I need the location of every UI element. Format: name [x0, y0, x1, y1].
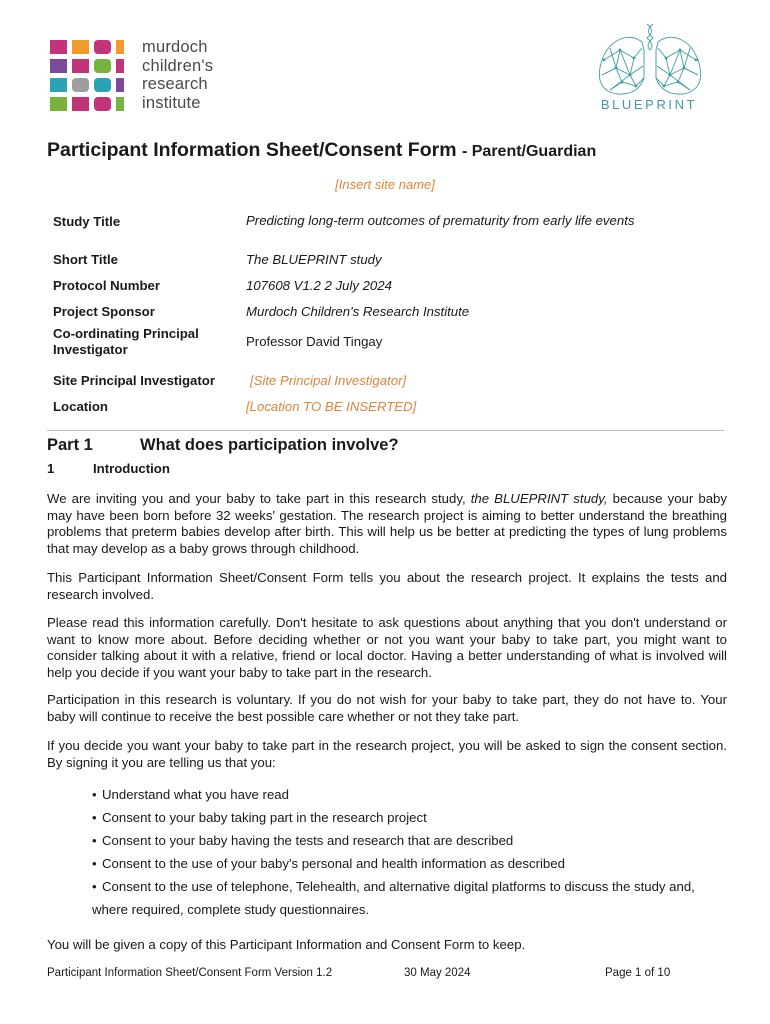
project-sponsor-label: Project Sponsor: [53, 304, 155, 319]
footer-form-version: Participant Information Sheet/Consent Form Version 1.2: [47, 967, 333, 979]
protocol-number-value: 107608 V1.2 2 July 2024: [246, 278, 392, 293]
paragraph-invitation: We are inviting you and your baby to take part in this research study, the BLUEPRINT study, because your baby may have been born before 32 weeks' gestation. The research project is aiming to better understand the breathing problems that preterm babies develop after birth. This will help us be better at predicting the types of lung problems that may develop as a baby grows through childhood.: [47, 491, 727, 556]
list-item: • Consent to your baby taking part in the research project: [92, 810, 427, 825]
mcri-logo-mark: [50, 40, 130, 112]
list-item: • Consent to the use of your baby's personal and health information as described: [92, 856, 565, 871]
study-name-italic: the BLUEPRINT study,: [470, 491, 608, 506]
section-number: 1: [47, 461, 55, 476]
section-heading: [47, 461, 170, 476]
consent-bullet-list: [92, 783, 732, 921]
paragraph-read-carefully: Please read this information carefully. Don't hesitate to ask questions about anything that you don't understand or want to know more about. Before deciding whether or not you want your baby to take part, you might want to consider talking about it with a relative, friend or local doctor. Having a better understanding of what is involved will help you decide if you want your baby to take part in the research.: [47, 615, 727, 680]
paragraph-copy-to-keep: You will be given a copy of this Participant Information and Consent Form to keep.: [47, 937, 526, 952]
study-title-value: Predicting long-term outcomes of prematurity from early life events: [246, 213, 635, 228]
list-item: • Understand what you have read: [92, 787, 289, 802]
list-item: • Consent to the use of telephone, Telehealth, and alternative digital platforms to discuss the study and, where required, complete study questionnaires.: [92, 879, 695, 917]
blueprint-logo-label: BLUEPRINT: [600, 97, 698, 112]
document-title: [47, 139, 596, 162]
document-title-main: Participant Information Sheet/Consent Form: [47, 139, 457, 161]
footer-date: 30 May 2024: [404, 967, 471, 979]
protocol-number-label: Protocol Number: [53, 278, 160, 293]
project-sponsor-value: Murdoch Children's Research Institute: [246, 304, 470, 319]
paragraph-consent-intro: If you decide you want your baby to take part in the research project, you will be asked to sign the consent section. By signing it you are telling us that you:: [47, 738, 727, 770]
location-value: [Location TO BE INSERTED]: [246, 399, 417, 414]
study-title-label: Study Title: [53, 214, 121, 229]
site-pi-label: Site Principal Investigator: [53, 373, 215, 388]
section-divider: [47, 430, 724, 431]
mcri-logo: [50, 38, 230, 114]
paragraph-about-form: This Participant Information Sheet/Consent Form tells you about the research project. It explains the tests and research involved.: [47, 570, 727, 602]
part-title: What does participation involve?: [140, 436, 399, 454]
site-name-placeholder: [Insert site name]: [335, 177, 435, 192]
short-title-value: The BLUEPRINT study: [246, 252, 382, 267]
paragraph-voluntary: Participation in this research is voluntary. If you do not wish for your baby to take part, they do not have to. Your baby will continue to receive the best possible care whether or not they take part.: [47, 692, 727, 724]
list-item: • Consent to your baby having the tests and research that are described: [92, 833, 514, 848]
mcri-logo-text: murdoch children's research institute: [142, 38, 214, 112]
short-title-label: Short Title: [53, 252, 118, 267]
coordinating-pi-label: Co-ordinating Principal Investigator: [53, 326, 199, 357]
part-number: Part 1: [47, 436, 93, 454]
site-pi-value: [Site Principal Investigator]: [250, 373, 407, 388]
document-title-sub: - Parent/Guardian: [461, 143, 597, 160]
footer-page-number: Page 1 of 10: [605, 967, 671, 979]
location-label: Location: [53, 399, 108, 414]
section-title: Introduction: [93, 461, 170, 476]
part-heading: [47, 436, 399, 455]
coordinating-pi-value: Professor David Tingay: [246, 334, 383, 349]
